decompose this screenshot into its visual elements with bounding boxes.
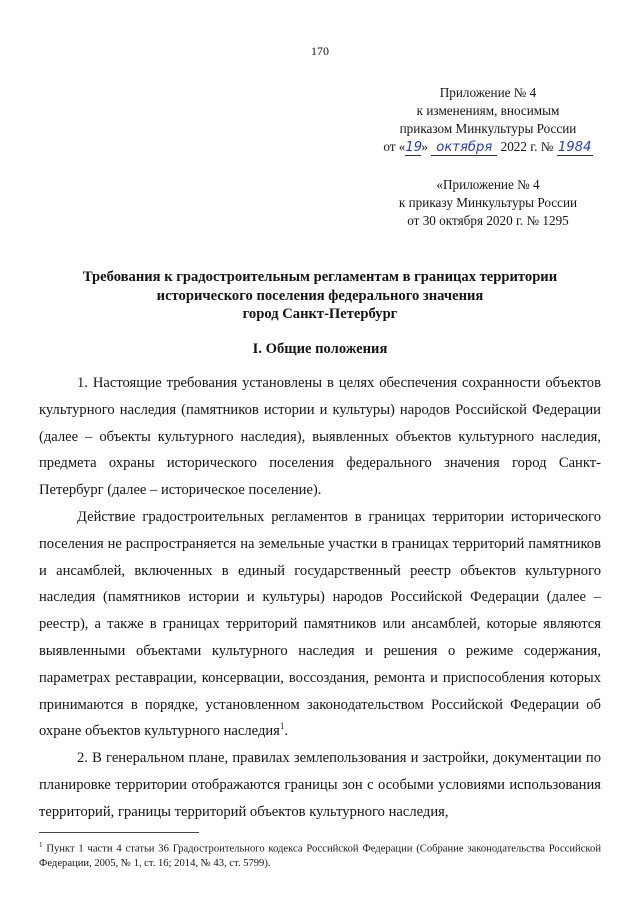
handwritten-month: октября (431, 140, 497, 156)
date-prefix: от « (383, 139, 406, 154)
footnote-marker: 1 (39, 841, 43, 849)
section-heading: I. Общие положения (252, 341, 388, 357)
attachment-header-amendments (368, 84, 608, 156)
date-mid: » (421, 139, 428, 154)
paragraph-1: 1. Настоящие требования установлены в целях обеспечения сохранности объектов культурного наследия (памятников истории и культуры) народов Российской Федерации (далее – объекты культурного наследия), выявленных объектов культурного наследия, предмета охраны исторического поселения федерального значения город Санкт- Петербург (далее – историческое поселение). (39, 375, 601, 499)
footnote-reference[interactable]: 1 (279, 721, 285, 732)
attachment-line: от 30 октября 2020 г. № 1295 (407, 213, 569, 228)
date-year: 2022 г. № (500, 139, 554, 154)
footnote-divider (39, 832, 199, 833)
body-text (39, 370, 601, 826)
attachment-header-order (368, 176, 608, 230)
footnote (39, 838, 601, 871)
paragraph-2-end: . (284, 723, 289, 740)
paragraph-2 (39, 504, 601, 745)
title-line: исторического поселения федерального значения (156, 287, 484, 304)
footnote-text: Пункт 1 части 4 статьи 36 Градостроительного кодекса Российской Федерации (Собрание законодательства Российской Федерации, 2005, № 1, ст. 16; 2014, № 43, ст. 5799). (39, 843, 601, 869)
title-line: город Санкт-Петербург (242, 306, 398, 322)
attachment-line: приказом Минкультуры России (399, 121, 577, 136)
attachment-line: к приказу Минкультуры России (398, 195, 578, 210)
attachment-line: Приложение № 4 (439, 85, 537, 100)
handwritten-order-number: 1984 (557, 140, 592, 155)
page-number: 170 (311, 44, 329, 58)
attachment-line: «Приложение № 4 (436, 177, 540, 192)
attachment-date-line (368, 138, 608, 156)
paragraph-2-text: Действие градостроительных регламентов в границах территории исторического поселения не распространяется на земельные участки в границах территорий памятников и ансамблей, включенных в единый государственный реестр объектов культурного наследия (памятников истории и культуры) народов Российской Федерации (далее – реестр), а также в границах территорий памятников или ансамблей, которые являются выявленными объектами культурного наследия и решения о режиме содержания, параметрах реставрации, консервации, воссоздания, ремонта и приспособления которых принимаются в порядке, установленном законодательством Российской Федерации об охране объектов культурного наследия (39, 508, 601, 740)
document-title (40, 268, 600, 324)
handwritten-day: 19 (405, 140, 423, 155)
title-line: Требования к градостроительным регламентам в границах территории (82, 269, 558, 285)
paragraph-3: 2. В генеральном плане, правилах землепользования и застройки, документации по планировке территории отображаются границы зон с особыми условиями использования территорий, границы территорий объектов культурного наследия, (39, 750, 601, 820)
attachment-line: к изменениям, вносимым (416, 103, 560, 118)
